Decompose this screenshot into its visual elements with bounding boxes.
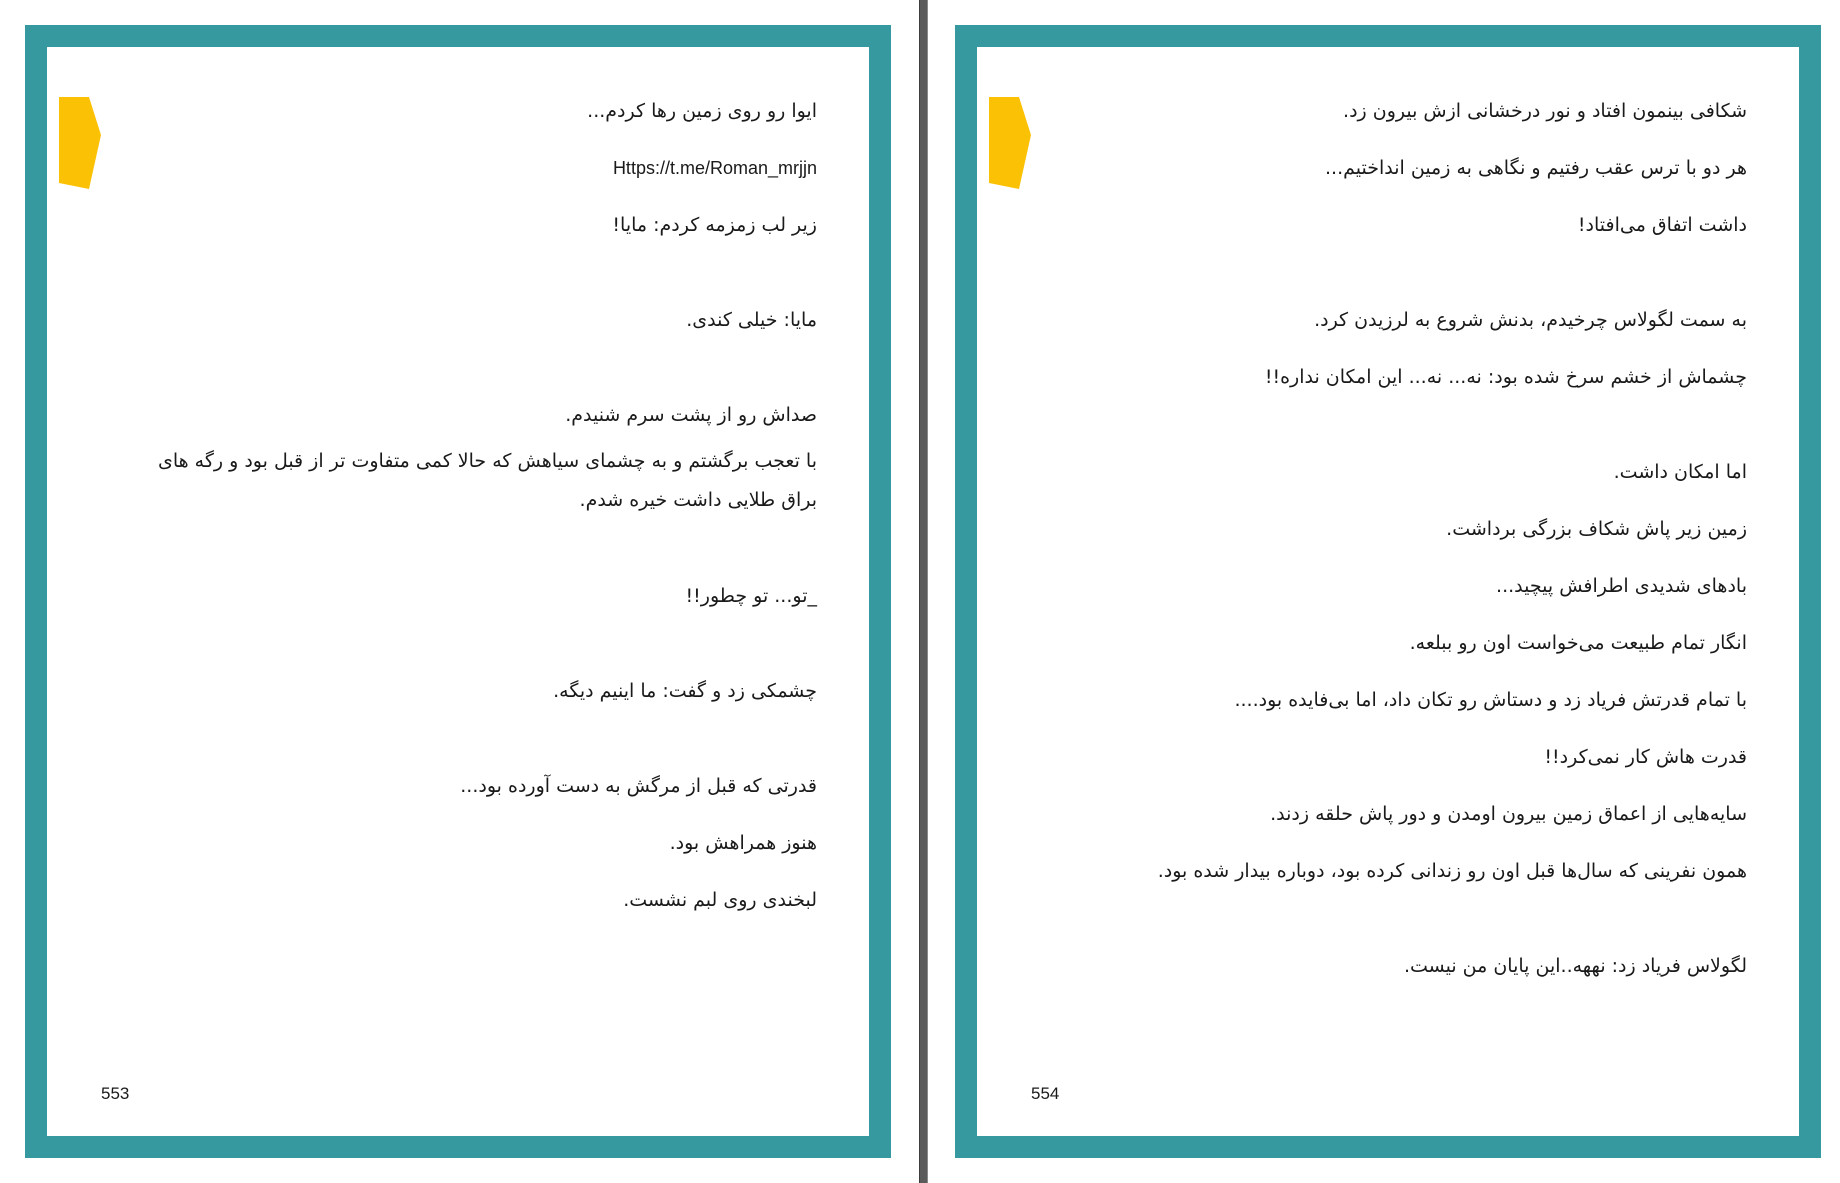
paragraph: با تعجب برگشتم و به چشمای سیاهش که حالا کمی متفاوت تر از قبل بود و رگه های براق طلایی داشت خیره شدم. bbox=[151, 450, 817, 511]
page-number: 553 bbox=[101, 1084, 130, 1103]
paragraph: داشت اتفاق می‌افتاد! bbox=[1577, 214, 1747, 236]
paragraph: هنوز همراهش بود. bbox=[669, 832, 817, 854]
paragraph: به سمت لگولاس چرخیدم، بدنش شروع به لرزیدن کرد. bbox=[1314, 309, 1747, 331]
paragraph: مایا: خیلی کندی. bbox=[686, 309, 817, 331]
paragraph: قدرتی که قبل از مرگش به دست آورده بود... bbox=[460, 775, 817, 797]
paragraph: لگولاس فریاد زد: نههه..این پایان من نیست. bbox=[1403, 955, 1747, 977]
paragraph: هر دو با ترس عقب رفتیم و نگاهی به زمین انداختیم... bbox=[1325, 157, 1747, 179]
paragraph: ایوا رو روی زمین رها کردم... bbox=[587, 100, 817, 122]
paragraph: لبخندی روی لبم نشست. bbox=[623, 889, 817, 911]
paragraph: شکافی بینمون افتاد و نور درخشانی ازش بیرون زد. bbox=[1343, 100, 1747, 122]
paragraph: زمین زیر پاش شکاف بزرگی برداشت. bbox=[1446, 518, 1747, 540]
page-content-area bbox=[977, 47, 1799, 1136]
paragraph: زیر لب زمزمه کردم: مایا! bbox=[612, 214, 817, 236]
paragraph: صداش رو از پشت سرم شنیدم. bbox=[565, 404, 817, 426]
page-text bbox=[137, 92, 817, 919]
paragraph: قدرت هاش کار نمی‌کرد!! bbox=[1544, 746, 1747, 768]
page-divider bbox=[919, 0, 928, 1183]
page-554 bbox=[955, 25, 1821, 1158]
paragraph: چشمکی زد و گفت: ما اینیم دیگه. bbox=[553, 680, 817, 702]
paragraph: همون نفرینی که سال‌ها قبل اون رو زندانی کرده بود، دوباره بیدار شده بود. bbox=[1157, 860, 1747, 882]
page-number: 554 bbox=[1031, 1084, 1060, 1103]
paragraph: با تمام قدرتش فریاد زد و دستاش رو تکان داد، اما بی‌فایده بود.... bbox=[1234, 689, 1747, 711]
page-content-area bbox=[47, 47, 869, 1136]
paragraph: انگار تمام طبیعت می‌خواست اون رو ببلعه. bbox=[1409, 632, 1747, 654]
paragraph: چشماش از خشم سرخ شده بود: نه... نه... این امکان نداره!! bbox=[1264, 366, 1747, 388]
paragraph: _تو... تو چطور!! bbox=[685, 585, 817, 607]
page-text bbox=[1027, 92, 1747, 985]
bookmark-tab-icon bbox=[59, 97, 101, 189]
bookmark-tab-icon bbox=[989, 97, 1031, 189]
channel-link[interactable]: Https://t.me/Roman_mrjjn bbox=[612, 158, 817, 178]
paragraph: سایه‌هایی از اعماق زمین بیرون اومدن و دور پاش حلقه زدند. bbox=[1270, 803, 1747, 825]
paragraph: اما امکان داشت. bbox=[1613, 461, 1747, 483]
paragraph: بادهای شدیدی اطرافش پیچید... bbox=[1496, 575, 1747, 597]
page-553 bbox=[25, 25, 891, 1158]
